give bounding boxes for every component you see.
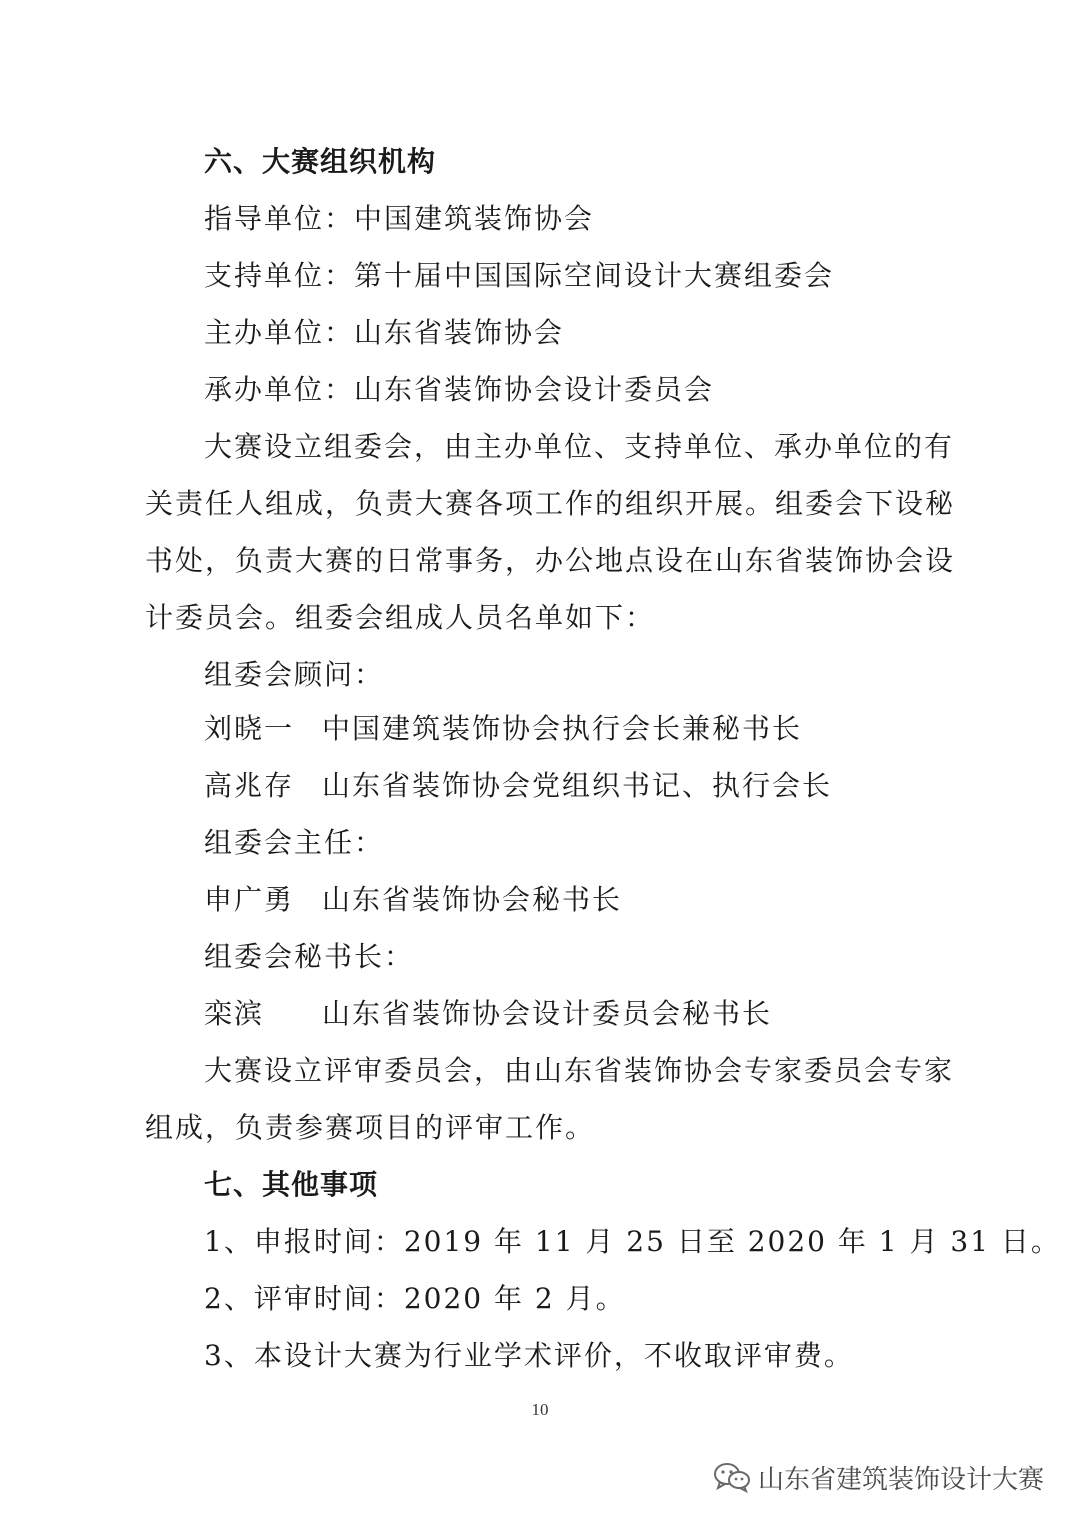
organizer-unit: 承办单位：山东省装饰协会设计委员会 (204, 373, 715, 406)
wechat-watermark (712, 1457, 1044, 1497)
committee-paragraph-line: 关责任人组成，负责大赛各项工作的组织开展。组委会下设秘 (145, 487, 956, 520)
person-name: 刘晓一 (204, 712, 295, 745)
secretary-entry (204, 997, 1004, 1031)
advisor-entry (204, 712, 1004, 746)
jury-paragraph-line: 大赛设立评审委员会，由山东省装饰协会专家委员会专家 (204, 1054, 955, 1087)
director-label: 组委会主任： (204, 826, 385, 859)
host-unit: 主办单位：山东省装饰协会 (204, 316, 565, 349)
committee-paragraph-line: 书处，负责大赛的日常事务，办公地点设在山东省装饰协会设 (145, 544, 956, 577)
advisors-label: 组委会顾问： (204, 658, 385, 691)
person-name: 申广勇 (204, 883, 295, 916)
person-name: 栾滨 (204, 997, 265, 1030)
advisor-entry (204, 769, 1004, 803)
director-entry (204, 883, 1004, 917)
wechat-icon (712, 1460, 752, 1494)
watermark-text: 山东省建筑装饰设计大赛 (757, 1464, 1044, 1495)
other-item: 3、本设计大赛为行业学术评价，不收取评审费。 (204, 1339, 854, 1372)
committee-paragraph-line: 计委员会。组委会组成人员名单如下： (145, 601, 656, 634)
secretary-label: 组委会秘书长： (204, 940, 415, 973)
page-number: 10 (531, 1400, 549, 1419)
guiding-unit: 指导单位：中国建筑装饰协会 (204, 202, 595, 235)
person-role: 中国建筑装饰协会执行会长兼秘书长 (322, 712, 803, 745)
jury-paragraph-line: 组成，负责参赛项目的评审工作。 (145, 1111, 596, 1144)
other-item: 2、评审时间：2020 年 2 月。 (204, 1282, 626, 1315)
person-name: 高兆存 (204, 769, 295, 802)
section-6-heading: 六、大赛组织机构 (204, 145, 437, 178)
committee-paragraph-line: 大赛设立组委会，由主办单位、支持单位、承办单位的有 (204, 430, 955, 463)
other-item: 1、申报时间：2019 年 11 月 25 日至 2020 年 1 月 31 日。 (204, 1225, 1061, 1258)
person-role: 山东省装饰协会党组织书记、执行会长 (322, 769, 833, 802)
section-7-heading: 七、其他事项 (204, 1168, 379, 1201)
person-role: 山东省装饰协会设计委员会秘书长 (322, 997, 773, 1030)
person-role: 山东省装饰协会秘书长 (322, 883, 623, 916)
supporting-unit: 支持单位：第十届中国国际空间设计大赛组委会 (204, 259, 835, 292)
